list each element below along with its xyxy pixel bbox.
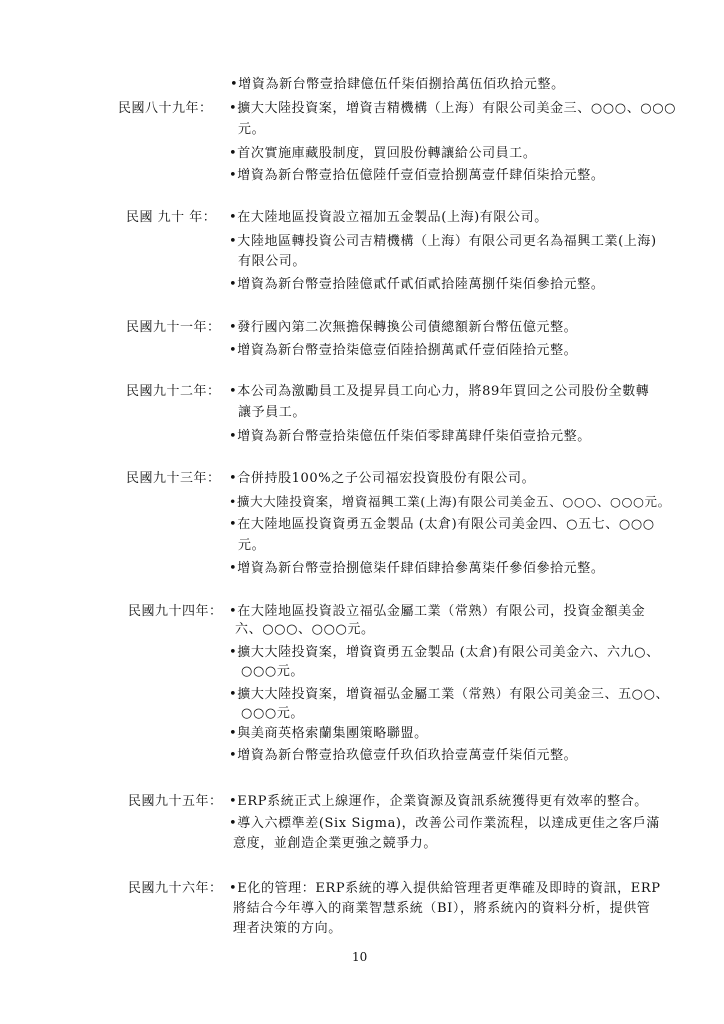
year-label-92: 民國九十二年：	[126, 384, 221, 399]
entry-95-line-1: •ERP系統正式上線運作，企業資源及資訊系統獲得更有效率的整合。	[229, 794, 648, 809]
entry-89-line-1: •擴大大陸投資案，增資吉精機構（上海）有限公司美金三、○○○、○○○	[229, 101, 677, 116]
entry-93-line-1: •合併持股100%之子公司福宏投資股份有限公司。	[229, 471, 536, 486]
entry-92-line-3: •增資為新台幣壹拾柒億伍仟柒佰零肆萬肆仟柒佰壹拾元整。	[229, 429, 591, 444]
entry-95-line-2: •導入六標準差(Six Sigma)，改善公司作業流程，以達成更佳之客戶滿	[229, 816, 661, 831]
entry-92-line-2: 讓予員工。	[238, 405, 307, 420]
entry-93-line-4: 元。	[238, 538, 266, 553]
entry-90-line-1: •在大陸地區投資設立福加五金製品(上海)有限公司。	[229, 210, 548, 225]
entry-89-line-3: •首次實施庫藏股制度，買回股份轉讓給公司員工。	[229, 146, 537, 161]
entry-90-line-3: 有限公司。	[238, 254, 307, 269]
entry-93-line-5: •增資為新台幣壹拾捌億柒仟肆佰肆拾參萬柒仟參佰參拾元整。	[229, 561, 605, 576]
year-label-93: 民國九十三年：	[126, 471, 221, 486]
year-label-96: 民國九十六年：	[128, 881, 223, 896]
entry-91-line-1: •發行國內第二次無擔保轉換公司債總額新台幣伍億元整。	[229, 320, 578, 335]
entry-94-line-7: •與美商英格索蘭集團策略聯盟。	[229, 726, 428, 741]
year-label-91: 民國九十一年：	[126, 320, 221, 335]
entry-92-line-1: •本公司為激勵員工及提昇員工向心力，將89年買回之公司股份全數轉	[229, 384, 650, 399]
year-label-94: 民國九十四年：	[128, 604, 223, 619]
entry-95-line-3: 意度，並創造企業更強之競爭力。	[233, 836, 438, 851]
entry-94-line-1: •在大陸地區投資設立福弘金屬工業（常熟）有限公司，投資金額美金	[229, 604, 646, 619]
entry-89-line-2: 元。	[238, 122, 266, 137]
entry-93-line-3: •在大陸地區投資資勇五金製品 (太倉)有限公司美金四、○五七、○○○	[229, 517, 655, 532]
entry-90-line-2: •大陸地區轉投資公司吉精機構（上海）有限公司更名為福興工業(上海)	[229, 234, 657, 249]
entry-91-line-2: •增資為新台幣壹拾柒億壹佰陸拾捌萬貳仟壹佰陸拾元整。	[229, 343, 578, 358]
entry-96-line-1: •E化的管理：ERP系統的導入提供給管理者更準確及即時的資訊，ERP	[229, 881, 661, 896]
entry-96-line-3: 理者決策的方向。	[233, 921, 342, 936]
entry-94-line-2: 六、○○○、○○○元。	[235, 622, 375, 637]
entry-94-line-3: •擴大大陸投資案，增資資勇五金製品 (太倉)有限公司美金六、六九○、	[229, 645, 660, 660]
year-label-95: 民國九十五年：	[128, 794, 223, 809]
top-line: •增資為新台幣壹拾肆億伍仟柒佰捌拾萬伍佰玖拾元整。	[230, 77, 565, 92]
page-number: 10	[352, 950, 368, 964]
year-label-90: 民國 九十 年：	[126, 210, 217, 225]
entry-94-line-6: ○○○元。	[241, 706, 305, 721]
entry-96-line-2: 將結合今年導入的商業智慧系統（BI），將系統內的資料分析，提供管	[233, 901, 651, 916]
entry-94-line-5: •擴大大陸投資案，增資福弘金屬工業（常熟）有限公司美金三、五○○、	[229, 687, 670, 702]
entry-90-line-4: •增資為新台幣壹拾陸億貳仟貳佰貳拾陸萬捌仟柒佰參拾元整。	[229, 277, 605, 292]
entry-94-line-4: ○○○元。	[241, 664, 305, 679]
entry-89-line-4: •增資為新台幣壹拾伍億陸仟壹佰壹拾捌萬壹仟肆佰柒拾元整。	[229, 168, 605, 183]
entry-94-line-8: •增資為新台幣壹拾玖億壹仟玖佰玖拾壹萬壹仟柒佰元整。	[229, 748, 578, 763]
entry-93-line-2: •擴大大陸投資案，增資福興工業(上海)有限公司美金五、○○○、○○○元。	[229, 494, 671, 509]
year-label-89: 民國八十九年：	[118, 101, 213, 116]
